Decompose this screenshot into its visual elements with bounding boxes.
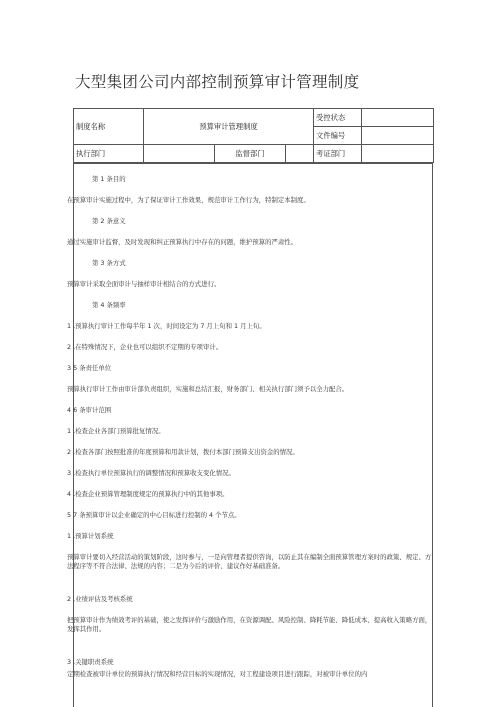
content-line: 2 .业绩评估及考核系统 [67,595,133,603]
value-exec-dept [144,145,215,163]
header-table [73,108,434,163]
label-supervise-dept: 监督部门 [215,145,286,163]
label-file-no: 文件编号 [314,127,362,145]
content-line: 定期检查被审计单位的预算执行情况和经营目标的实现情况，对工程建设项目进行跟踪，对被审计单位的内 [67,670,368,678]
label-control-status: 受控状态 [314,109,362,127]
content-line: 1 .检查企业各部门预算批复情况。 [67,427,165,435]
label-name: 制度名称 [74,109,144,145]
content-line: 第 3 条方式 [92,259,126,267]
content-line: 1 .预算计划系统 [67,532,114,540]
content-line: 2 .检查各部门按照批准的年度预算和用款计划，拨付本部门预算支出资金的情况。 [67,448,299,456]
label-review-dept: 考证部门 [314,145,362,163]
value-file-no [362,127,434,145]
value-review-dept [362,145,434,163]
value-control-status [362,109,434,127]
content-line: 3 .关键职责系统 [67,658,114,666]
value-name: 预算审计管理制度 [144,109,314,145]
content-line: 预算审计采取全面审计与抽样审计相结合的方式进行。 [67,280,221,288]
content-line: 5 7 条预算审计以企业确定的中心目标进行控制的 4 个节点。 [67,511,241,519]
content-line: 3 5 条责任单位 [67,364,112,372]
content-line: 2 .在特殊情况下，企业也可以组织不定期的专项审计。 [67,343,223,351]
content-line: 第 2 条意义 [92,217,126,225]
content-line: 4 6 条审计范围 [67,406,112,414]
content-line: 预算执行审计工作由审计部负责组织，实施和总结汇报，财务部门、相关执行部门须予以全力配合。 [67,385,349,393]
page-title: 大型集团公司内部控制预算审计管理制度 [75,73,360,91]
content-line: 预算审计要切入经营活动的策划阶段，这时参与，一是向管理者提供咨询，以防止其在编制全面预算管理方案时的政策、规定、方法程序等不符合法律、法规的内容；二是为今后的评价、建议作好基础准备。 [67,553,432,570]
value-supervise-dept [286,145,314,163]
content-line: 1 .预算执行审计工作每半年 1 次，时间设定为 7 月上旬和 1 月上旬。 [67,322,266,330]
content-line: 把预算审计作为绩效考评的基础，使之发挥评价与激励作用，在资源调配、风险控制、降耗节能、降低成本、提高收入策略方面，发挥其作用。 [67,616,432,633]
content-line: 通过实施审计监督，及时发现和纠正预算执行中存在的问题，维护预算的严肃性。 [67,238,298,246]
content-line: 4 .检查企业预算管理制度规定的预算执行中的其他事项。 [67,490,229,498]
content-line: 第 1 条目的 [92,175,126,183]
content-line: 3 .检查执行单位预算执行的调整情况和预算收支变化情况。 [67,469,235,477]
label-exec-dept: 执行部门 [74,145,144,163]
content-line: 第 4 条频率 [92,301,126,309]
content-line: 在预算审计实施过程中，为了保证审计工作效果，规范审计工作行为，特制定本制度。 [67,196,310,204]
